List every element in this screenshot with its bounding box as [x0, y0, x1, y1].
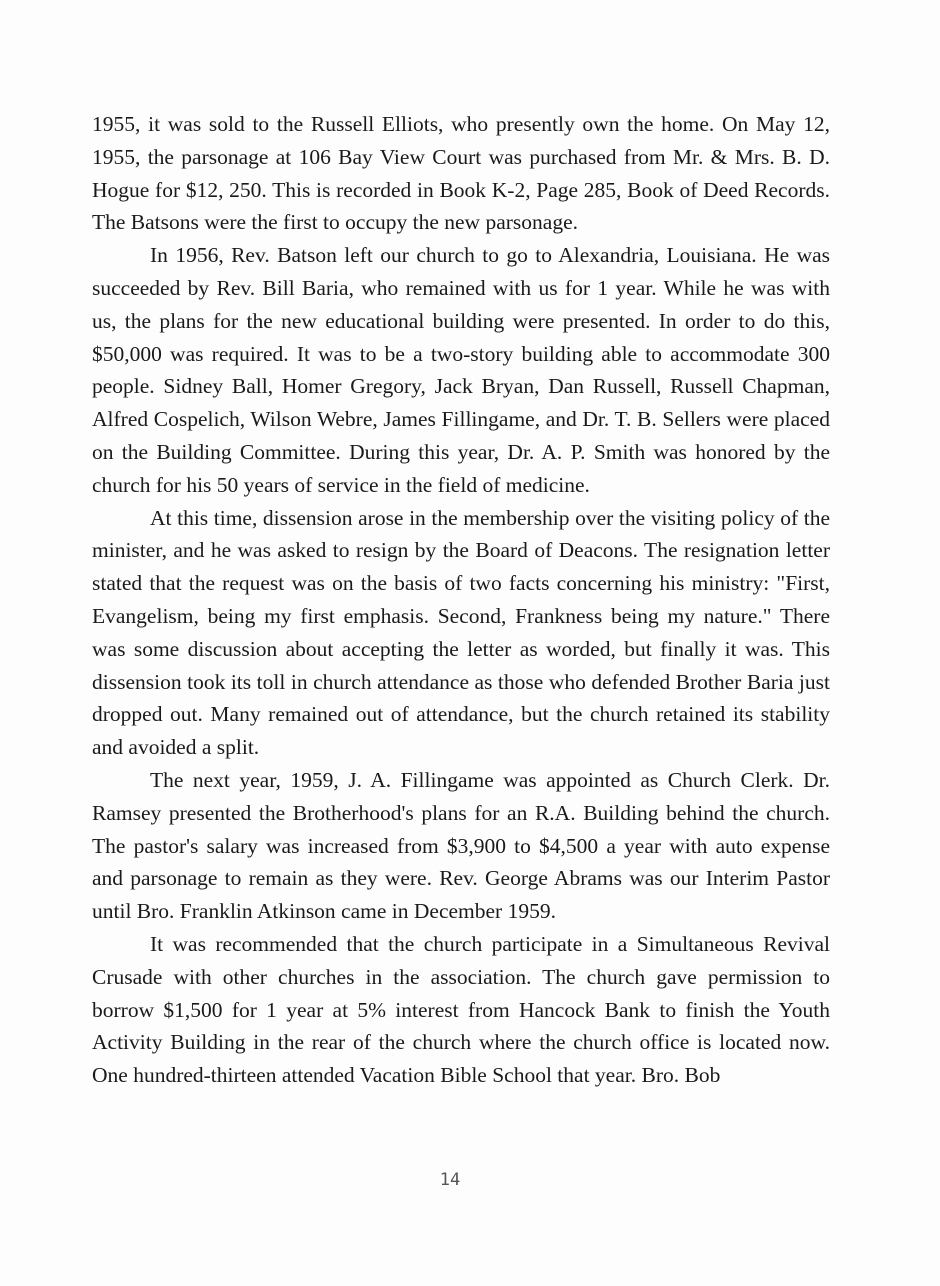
paragraph-continuation: 1955, it was sold to the Russell Elliots, who presently own the home. On May 12, 1955, the parsonage at 106 Bay View Court was purchased from Mr. & Mrs. B. D. Hogue for $12, 250. This is recorded in Book K-2, Page 285, Book of Deed Records. The Batsons were the first to occupy the new parsonage. — [92, 112, 830, 235]
paragraph-dissension: At this time, dissension arose in the membership over the visiting policy of the minister, and he was asked to resign by the Board of Deacons. The resignation letter stated that the request was on the basis of two facts concerning his ministry: "First, Evangelism, being my first emphasis. Second, Frankness being my nature." There was some discussion about accepting the letter as worded, but finally it was. This dissension took its toll in church attendance as those who defended Brother Baria just dropped out. Many remained out of attendance, but the church retained its stability and avoided a split. — [92, 505, 830, 760]
paragraph-1959: The next year, 1959, J. A. Fillingame was appointed as Church Clerk. Dr. Ramsey presented the Brotherhood's plans for an R.A. Building behind the church. The pastor's salary was increased from $3,900 to $4,500 a year with auto expense and parsonage to remain as they were. Rev. George Abrams was our Interim Pastor until Bro. Franklin Atkinson came in December 1959. — [92, 767, 830, 924]
paragraph-batson-departure: In 1956, Rev. Batson left our church to go to Alexandria, Louisiana. He was succeeded by Rev. Bill Baria, who remained with us for 1 year. While he was with us, the plans for the new educational building were presented. In order to do this, $50,000 was required. It was to be a two-story building able to accommodate 300 people. Sidney Ball, Homer Gregory, Jack Bryan, Dan Russell, Russell Chapman, Alfred Cospelich, Wilson Webre, James Fillingame, and Dr. T. B. Sellers were placed on the Building Committee. During this year, Dr. A. P. Smith was honored by the church for his 50 years of service in the field of medicine. — [92, 243, 830, 497]
body-text — [92, 108, 830, 1092]
page-number: 14 — [439, 1170, 461, 1190]
paragraph-revival-crusade: It was recommended that the church participate in a Simultaneous Revival Crusade with other churches in the association. The church gave permission to borrow $1,500 for 1 year at 5% interest from Hancock Bank to finish the Youth Activity Building in the rear of the church where the church office is located now. One hundred-thirteen attended Vacation Bible School that year. Bro. Bob — [92, 931, 830, 1088]
